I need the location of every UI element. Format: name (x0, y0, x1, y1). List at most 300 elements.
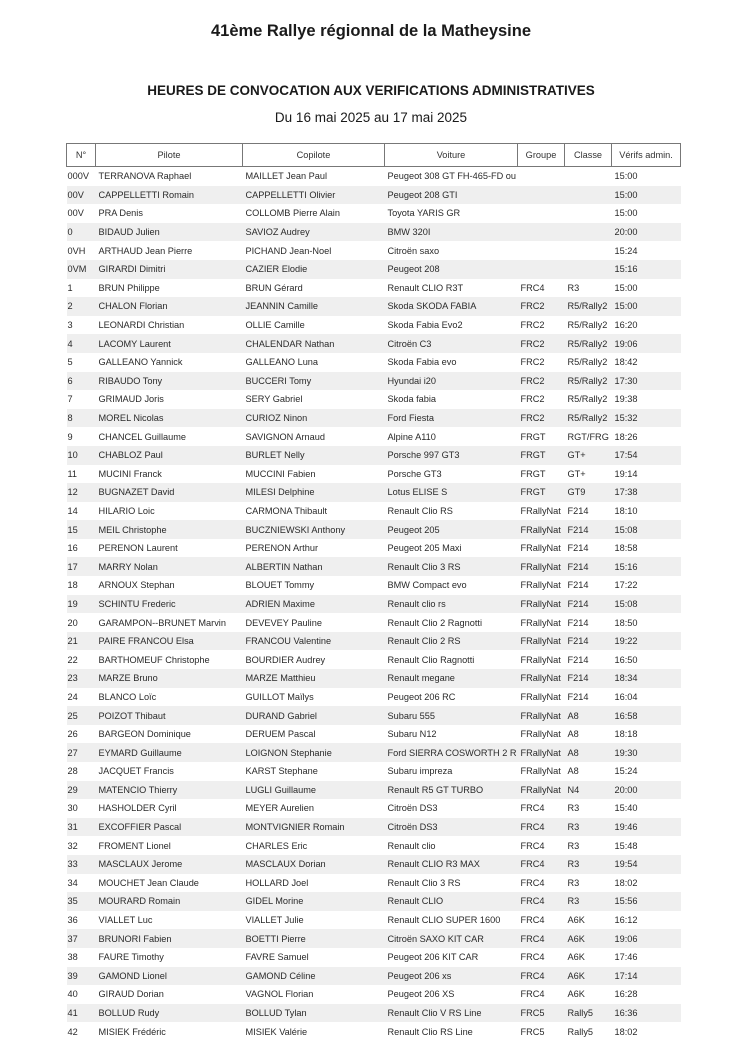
cell-voiture: Subaru N12 (387, 729, 437, 740)
table-row (67, 967, 681, 986)
table-row (67, 167, 681, 186)
cell-copilote: DERUEM Pascal (245, 729, 316, 740)
cell-groupe: FRC4 (520, 877, 545, 888)
cell-voiture: Peugeot 308 GT FH-465-FD ou (387, 171, 517, 182)
convocation-table (66, 143, 681, 1041)
cell-voiture: Renault Clio 3 RS (387, 877, 461, 888)
cell-number: 27 (67, 743, 96, 762)
cell-verifs-admin: 16:04 (614, 691, 638, 702)
cell-groupe: FRC2 (520, 394, 545, 405)
column-header-copilote: Copilote (243, 144, 385, 167)
cell-pilote: PRA Denis (98, 208, 143, 219)
table-row (67, 409, 681, 428)
cell-classe (565, 204, 612, 223)
cell-pilote: MARZE Bruno (96, 669, 243, 688)
cell-verifs-admin: 17:14 (612, 967, 681, 986)
cell-voiture: Skoda SKODA FABIA (385, 297, 518, 316)
cell-number: 31 (67, 818, 96, 837)
cell-verifs-admin: 15:32 (612, 409, 681, 428)
cell-copilote: KARST Stephane (245, 766, 318, 777)
cell-pilote: GALLEANO Yannick (98, 357, 183, 368)
cell-voiture: Renault CLIO R3 MAX (385, 855, 518, 874)
cell-groupe (518, 223, 565, 242)
cell-classe: F214 (567, 617, 589, 628)
cell-number: 33 (67, 855, 96, 874)
cell-copilote: MEYER Aurelien (245, 803, 314, 814)
cell-copilote: JEANNIN Camille (243, 297, 385, 316)
cell-voiture: Renault Clio Ragnotti (387, 654, 475, 665)
cell-copilote: FRANCOU Valentine (243, 632, 385, 651)
cell-verifs-admin: 19:06 (612, 334, 681, 353)
cell-groupe: FRallyNat (520, 691, 561, 702)
cell-verifs-admin: 18:50 (614, 617, 638, 628)
cell-number: 0VH (67, 245, 86, 256)
cell-classe: R5/Rally2 (565, 297, 612, 316)
cell-classe: R5/Rally2 (565, 372, 612, 391)
cell-classe: F214 (565, 595, 612, 614)
cell-voiture: Citroën DS3 (385, 818, 518, 837)
table-row (67, 465, 681, 484)
table-row (67, 855, 681, 874)
table-row (67, 743, 681, 762)
table-header-row (67, 144, 681, 167)
cell-groupe: FRallyNat (518, 595, 565, 614)
cell-pilote: BLANCO Loïc (98, 691, 157, 702)
cell-number: 42 (67, 1026, 78, 1037)
cell-voiture: BMW Compact evo (387, 580, 467, 591)
cell-copilote: CAZIER Elodie (243, 260, 385, 279)
cell-pilote: POIZOT Thibaut (96, 706, 243, 725)
cell-voiture: Ford SIERRA COSWORTH 2 R (385, 743, 518, 762)
cell-classe: A6K (567, 989, 585, 1000)
cell-classe: R5/Rally2 (565, 334, 612, 353)
cell-pilote: CHANCEL Guillaume (98, 431, 186, 442)
cell-verifs-admin: 19:38 (614, 394, 638, 405)
cell-verifs-admin: 17:54 (612, 446, 681, 465)
cell-groupe: FRC2 (518, 409, 565, 428)
cell-copilote: LOIGNON Stephanie (243, 743, 385, 762)
cell-classe: F214 (567, 654, 589, 665)
cell-pilote: BARTHOMEUF Christophe (98, 654, 210, 665)
date-range: Du 16 mai 2025 au 17 mai 2025 (274, 110, 468, 125)
cell-pilote: BRUN Philippe (98, 282, 160, 293)
cell-copilote: PICHAND Jean-Noel (245, 245, 332, 256)
cell-number: 0 (67, 223, 96, 242)
cell-groupe (518, 186, 565, 205)
table-row (67, 316, 681, 335)
cell-verifs-admin: 19:46 (612, 818, 681, 837)
cell-verifs-admin: 16:20 (614, 320, 638, 331)
table-row (67, 781, 681, 800)
cell-pilote: ARTHAUD Jean Pierre (98, 245, 193, 256)
cell-verifs-admin: 16:58 (612, 706, 681, 725)
cell-number: 11 (67, 468, 78, 479)
cell-groupe: FRallyNat (518, 557, 565, 576)
cell-voiture: Renault Clio RS (387, 505, 453, 516)
cell-verifs-admin: 15:24 (614, 245, 638, 256)
cell-number: 00V (67, 208, 84, 219)
cell-verifs-admin: 17:22 (614, 580, 638, 591)
cell-copilote: MARZE Matthieu (243, 669, 385, 688)
table-row (67, 874, 681, 893)
cell-verifs-admin: 18:18 (614, 729, 638, 740)
cell-pilote: BIDAUD Julien (96, 223, 243, 242)
table-body (67, 167, 681, 1041)
table-row (67, 353, 681, 372)
cell-groupe: FRC4 (518, 967, 565, 986)
table-row (67, 390, 681, 409)
cell-number: 24 (67, 691, 78, 702)
cell-pilote: MISIEK Frédéric (98, 1026, 166, 1037)
cell-number: 8 (67, 409, 96, 428)
cell-voiture: Peugeot 208 GTI (385, 186, 518, 205)
cell-copilote: MISIEK Valérie (245, 1026, 308, 1037)
cell-groupe: FRC4 (520, 840, 545, 851)
cell-verifs-admin: 18:26 (614, 431, 638, 442)
table-row (67, 1004, 681, 1023)
cell-verifs-admin: 15:08 (612, 520, 681, 539)
cell-classe: A6K (565, 929, 612, 948)
table-row (67, 372, 681, 391)
cell-verifs-admin: 19:06 (612, 929, 681, 948)
cell-classe: A8 (565, 743, 612, 762)
cell-number: 20 (67, 617, 78, 628)
cell-number: 22 (67, 654, 78, 665)
cell-voiture: Toyota YARIS GR (387, 208, 461, 219)
cell-classe: F214 (567, 543, 589, 554)
cell-verifs-admin: 15:00 (614, 282, 638, 293)
cell-classe: RGT/FRG (567, 431, 609, 442)
cell-voiture: Renault Clio 3 RS (385, 557, 518, 576)
cell-number: 29 (67, 781, 96, 800)
cell-classe (565, 223, 612, 242)
cell-verifs-admin: 18:58 (614, 543, 638, 554)
cell-voiture: Peugeot 206 KIT CAR (387, 952, 479, 963)
cell-copilote: DEVEVEY Pauline (245, 617, 322, 628)
cell-copilote: CARMONA Thibault (245, 505, 328, 516)
table-row (67, 223, 681, 242)
table-row (67, 818, 681, 837)
cell-copilote: HOLLARD Joel (245, 877, 309, 888)
cell-number: 36 (67, 915, 78, 926)
column-header-verifs-admin: Vérifs admin. (612, 144, 681, 167)
cell-copilote: MILESI Delphine (243, 483, 385, 502)
cell-voiture: Alpine A110 (387, 431, 436, 442)
cell-copilote: BRUN Gérard (245, 282, 303, 293)
cell-classe: Rally5 (565, 1004, 612, 1023)
cell-classe: A8 (567, 729, 579, 740)
cell-copilote: COLLOMB Pierre Alain (245, 208, 340, 219)
cell-classe: F214 (565, 669, 612, 688)
cell-verifs-admin: 15:24 (614, 766, 638, 777)
cell-groupe: FRC4 (520, 915, 545, 926)
cell-groupe: FRC4 (520, 952, 545, 963)
cell-copilote: SERY Gabriel (245, 394, 303, 405)
table-row (67, 929, 681, 948)
cell-groupe: FRallyNat (518, 743, 565, 762)
cell-classe: A8 (567, 766, 579, 777)
cell-copilote: BOURDIER Audrey (245, 654, 326, 665)
cell-verifs-admin: 18:02 (614, 877, 638, 888)
cell-pilote: LACOMY Laurent (96, 334, 243, 353)
cell-groupe: FRallyNat (520, 729, 561, 740)
cell-classe: N4 (565, 781, 612, 800)
cell-verifs-admin: 18:10 (614, 505, 638, 516)
cell-number: 10 (67, 446, 96, 465)
cell-pilote: PAIRE FRANCOU Elsa (96, 632, 243, 651)
column-header-number: N° (67, 144, 96, 167)
cell-pilote: MOUCHET Jean Claude (98, 877, 199, 888)
cell-pilote: JACQUET Francis (98, 766, 174, 777)
cell-voiture: Renault megane (385, 669, 518, 688)
cell-groupe: FRC4 (518, 929, 565, 948)
table-row (67, 427, 681, 446)
cell-groupe: FRGT (520, 431, 546, 442)
cell-pilote: MEIL Christophe (96, 520, 243, 539)
cell-verifs-admin: 16:36 (612, 1004, 681, 1023)
cell-copilote: BURLET Nelly (243, 446, 385, 465)
cell-verifs-admin: 15:00 (614, 208, 638, 219)
cell-pilote: ARNOUX Stephan (98, 580, 175, 591)
table-row (67, 632, 681, 651)
cell-verifs-admin: 19:54 (612, 855, 681, 874)
cell-verifs-admin: 20:00 (612, 223, 681, 242)
table-row (67, 688, 681, 707)
cell-copilote: BOETTI Pierre (243, 929, 385, 948)
cell-number: 26 (67, 729, 78, 740)
cell-verifs-admin: 15:00 (612, 186, 681, 205)
cell-classe: GT9 (565, 483, 612, 502)
cell-voiture: Hyundai i20 (385, 372, 518, 391)
cell-classe: F214 (567, 691, 589, 702)
column-header-pilote: Pilote (96, 144, 243, 167)
cell-pilote: BOLLUD Rudy (96, 1004, 243, 1023)
cell-copilote: GIDEL Morine (243, 892, 385, 911)
cell-voiture: Renault Clio V RS Line (385, 1004, 518, 1023)
column-header-groupe: Groupe (518, 144, 565, 167)
cell-classe: R5/Rally2 (567, 357, 608, 368)
cell-classe: F214 (565, 557, 612, 576)
cell-groupe: FRallyNat (520, 505, 561, 516)
cell-pilote: GAMOND Lionel (96, 967, 243, 986)
table-row (67, 260, 681, 279)
cell-voiture: Lotus ELISE S (385, 483, 518, 502)
cell-groupe: FRC4 (518, 892, 565, 911)
cell-number: 6 (67, 372, 96, 391)
cell-groupe: FRallyNat (520, 543, 561, 554)
cell-verifs-admin: 18:42 (614, 357, 638, 368)
cell-verifs-admin: 15:00 (614, 171, 638, 182)
cell-voiture: Peugeot 205 (385, 520, 518, 539)
cell-groupe: FRC2 (520, 357, 545, 368)
cell-voiture: Citroën SAXO KIT CAR (385, 929, 518, 948)
table-row (67, 911, 681, 930)
cell-pilote: CHALON Florian (96, 297, 243, 316)
cell-number: 16 (67, 543, 78, 554)
cell-copilote: BOLLUD Tylan (243, 1004, 385, 1023)
cell-copilote: CHALENDAR Nathan (243, 334, 385, 353)
table-row (67, 279, 681, 298)
cell-number: 32 (67, 840, 78, 851)
cell-number: 23 (67, 669, 96, 688)
cell-voiture: Porsche 997 GT3 (385, 446, 518, 465)
cell-number: 40 (67, 989, 78, 1000)
table-row (67, 650, 681, 669)
cell-copilote: MUCCINI Fabien (245, 468, 316, 479)
cell-groupe: FRGT (518, 483, 565, 502)
cell-groupe: FRC2 (518, 334, 565, 353)
cell-copilote: FAVRE Samuel (245, 952, 309, 963)
cell-groupe: FRGT (520, 468, 546, 479)
cell-number: 21 (67, 632, 96, 651)
table-row (67, 297, 681, 316)
cell-classe: A6K (567, 952, 585, 963)
cell-copilote: GUILLOT Maïlys (245, 691, 314, 702)
table-row (67, 948, 681, 967)
cell-number: 2 (67, 297, 96, 316)
cell-classe: R3 (565, 855, 612, 874)
table-row (67, 706, 681, 725)
cell-voiture: Ford Fiesta (385, 409, 518, 428)
cell-groupe: FRC2 (520, 320, 545, 331)
document-subtitle: HEURES DE CONVOCATION AUX VERIFICATIONS ADMINISTRATIVES (147, 83, 595, 98)
cell-voiture: Peugeot 208 (385, 260, 518, 279)
cell-copilote: MASCLAUX Dorian (243, 855, 385, 874)
cell-copilote: GALLEANO Luna (245, 357, 319, 368)
cell-pilote: MOURARD Romain (96, 892, 243, 911)
cell-number: 25 (67, 706, 96, 725)
table-row (67, 483, 681, 502)
cell-classe: R3 (565, 892, 612, 911)
cell-verifs-admin: 16:12 (614, 915, 638, 926)
cell-verifs-admin: 17:38 (612, 483, 681, 502)
cell-number: 37 (67, 929, 96, 948)
cell-pilote: GRIMAUD Joris (98, 394, 164, 405)
cell-classe: Rally5 (567, 1026, 594, 1037)
cell-pilote: SCHINTU Frederic (96, 595, 243, 614)
cell-copilote: SAVIOZ Audrey (243, 223, 385, 242)
cell-pilote: BARGEON Dominique (98, 729, 191, 740)
cell-number: 7 (67, 394, 73, 405)
cell-copilote: CHARLES Eric (245, 840, 308, 851)
table-row (67, 557, 681, 576)
table-row (67, 985, 681, 1004)
cell-copilote: SAVIGNON Arnaud (245, 431, 325, 442)
cell-number: 35 (67, 892, 96, 911)
cell-verifs-admin: 18:02 (614, 1026, 638, 1037)
cell-classe: R3 (565, 818, 612, 837)
cell-classe: R3 (567, 803, 580, 814)
cell-groupe: FRC4 (520, 282, 545, 293)
table-row (67, 836, 681, 855)
cell-verifs-admin: 15:16 (612, 557, 681, 576)
cell-number: 4 (67, 334, 96, 353)
cell-classe: R5/Rally2 (565, 409, 612, 428)
cell-voiture: Renault CLIO (385, 892, 518, 911)
cell-number: 39 (67, 967, 96, 986)
cell-copilote: VIALLET Julie (245, 915, 304, 926)
cell-copilote: BUCCERI Tomy (243, 372, 385, 391)
cell-voiture: Renault Clio RS Line (387, 1026, 473, 1037)
cell-groupe: FRallyNat (518, 632, 565, 651)
cell-number: 30 (67, 803, 78, 814)
cell-number: 19 (67, 595, 96, 614)
cell-voiture: Renault R5 GT TURBO (385, 781, 518, 800)
cell-copilote: ADRIEN Maxime (243, 595, 385, 614)
cell-pilote: GIRAUD Dorian (98, 989, 164, 1000)
cell-verifs-admin: 15:08 (612, 595, 681, 614)
cell-voiture: Renault CLIO R3T (387, 282, 464, 293)
cell-copilote: PERENON Arthur (245, 543, 318, 554)
table-row (67, 576, 681, 595)
cell-number: 38 (67, 952, 78, 963)
cell-groupe: FRallyNat (520, 617, 561, 628)
cell-pilote: PERENON Laurent (98, 543, 178, 554)
cell-classe: A8 (565, 706, 612, 725)
cell-groupe: FRallyNat (520, 580, 561, 591)
cell-classe: R3 (567, 877, 580, 888)
cell-groupe: FRallyNat (520, 766, 561, 777)
cell-pilote: MASCLAUX Jerome (96, 855, 243, 874)
cell-classe: GT+ (565, 446, 612, 465)
cell-verifs-admin: 16:50 (614, 654, 638, 665)
cell-copilote: BLOUET Tommy (245, 580, 315, 591)
cell-verifs-admin: 15:40 (614, 803, 638, 814)
cell-pilote: EXCOFFIER Pascal (96, 818, 243, 837)
table-row (67, 799, 681, 818)
cell-groupe: FRallyNat (518, 669, 565, 688)
cell-number: 12 (67, 483, 96, 502)
cell-pilote: GIRARDI Dimitri (96, 260, 243, 279)
cell-voiture: Subaru impreza (387, 766, 453, 777)
cell-classe (565, 167, 612, 186)
cell-number: 28 (67, 766, 78, 777)
table-row (67, 446, 681, 465)
cell-groupe: FRC4 (518, 855, 565, 874)
cell-voiture: Citroën saxo (387, 245, 440, 256)
cell-verifs-admin: 15:48 (614, 840, 638, 851)
cell-pilote: MARRY Nolan (96, 557, 243, 576)
column-header-voiture: Voiture (385, 144, 518, 167)
table-row (67, 186, 681, 205)
cell-number: 41 (67, 1004, 96, 1023)
table-row (67, 502, 681, 521)
cell-classe: GT+ (567, 468, 586, 479)
cell-pilote: HILARIO Loic (98, 505, 155, 516)
cell-groupe (518, 167, 565, 186)
cell-verifs-admin: 15:00 (612, 297, 681, 316)
cell-pilote: GARAMPON--BRUNET Marvin (98, 617, 226, 628)
cell-copilote: GAMOND Céline (243, 967, 385, 986)
cell-pilote: FAURE Timothy (98, 952, 164, 963)
cell-groupe: FRallyNat (520, 654, 561, 665)
cell-verifs-admin: 15:16 (612, 260, 681, 279)
cell-classe: F214 (565, 632, 612, 651)
table-row (67, 1022, 681, 1041)
cell-copilote: VAGNOL Florian (245, 989, 314, 1000)
cell-groupe (518, 241, 565, 260)
table-row (67, 334, 681, 353)
cell-number: 9 (67, 431, 73, 442)
cell-copilote: MAILLET Jean Paul (245, 171, 328, 182)
cell-verifs-admin: 17:30 (612, 372, 681, 391)
cell-number: 34 (67, 877, 78, 888)
cell-voiture: Skoda Fabia Evo2 (387, 320, 463, 331)
table-row (67, 204, 681, 223)
cell-groupe: FRC5 (520, 1026, 545, 1037)
cell-groupe: FRallyNat (518, 781, 565, 800)
cell-pilote: VIALLET Luc (98, 915, 153, 926)
